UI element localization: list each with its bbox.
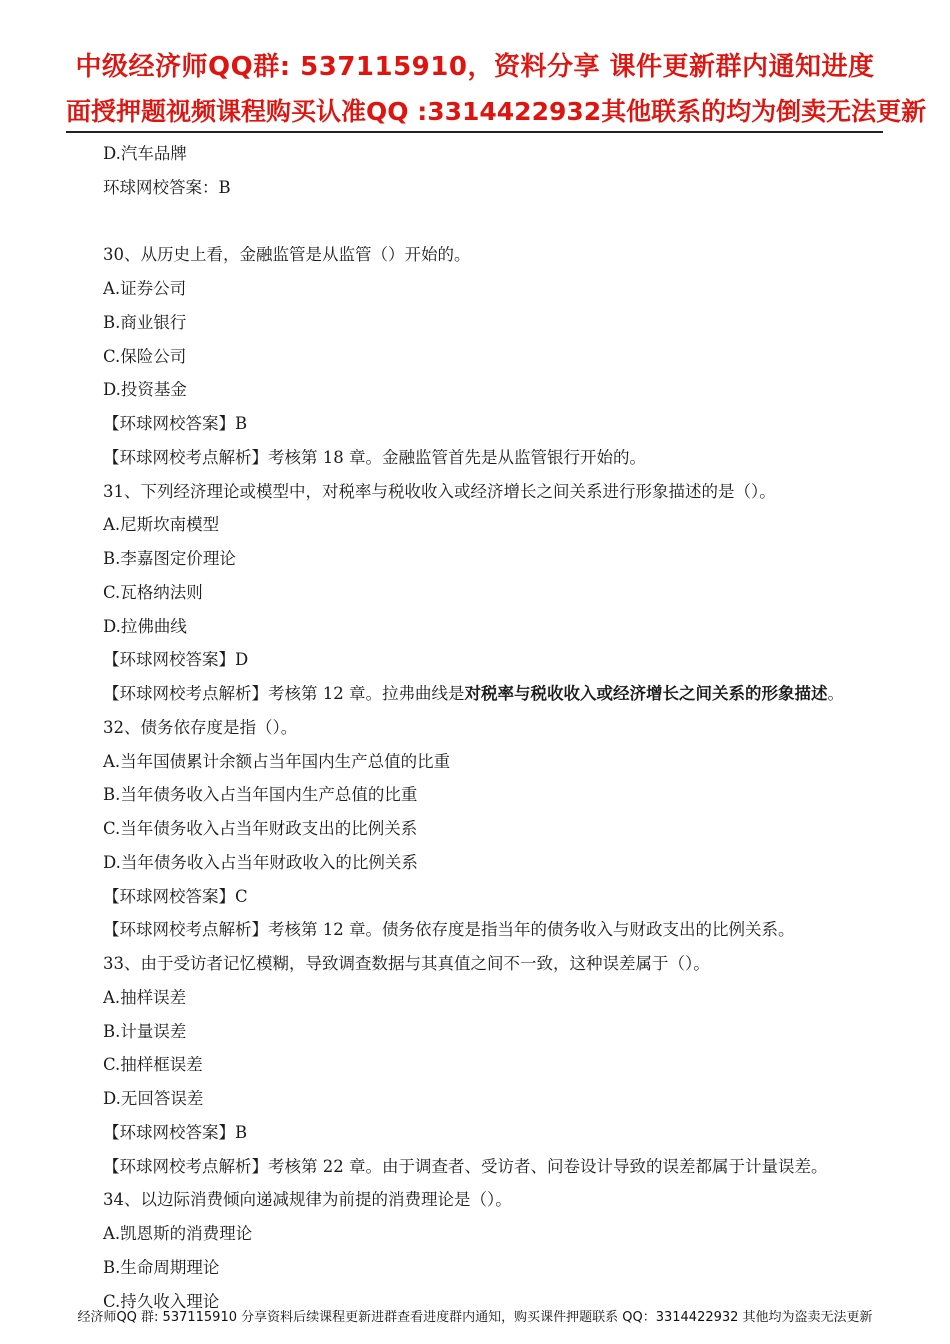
line-text: D.拉佛曲线 — [103, 616, 187, 636]
line-text: B.商业银行 — [103, 312, 187, 332]
line-q31-c — [103, 576, 893, 610]
banner-line-2: 面授押题视频课程购买认准QQ :3314422932其他联系的均为倒卖无法更新 — [66, 97, 927, 126]
line-q30-a — [103, 272, 893, 306]
line-q30-exp — [103, 441, 893, 475]
line-q33-a — [103, 981, 893, 1015]
line-q30 — [103, 238, 893, 272]
line-text: C.持久收入理论 — [103, 1291, 220, 1311]
line-q33-b — [103, 1015, 893, 1049]
line-q34-a — [103, 1217, 893, 1251]
line-text: 【环球网校考点解析】考核第 12 章。债务依存度是指当年的债务收入与财政支出的比例关系。 — [103, 920, 795, 940]
line-q33 — [103, 947, 893, 981]
line-text: A.抽样误差 — [103, 987, 187, 1007]
line-q30-ans — [103, 407, 893, 441]
line-text: 环球网校答案：B — [103, 177, 231, 197]
header-divider — [66, 131, 883, 133]
line-text: A.尼斯坎南模型 — [103, 515, 220, 535]
line-text: D.无回答误差 — [103, 1089, 204, 1108]
line-text: 30、从历史上看，金融监管是从监管（）开始的。 — [103, 245, 471, 265]
line-q31-exp — [103, 677, 893, 711]
line-text: 【环球网校答案】C — [103, 886, 248, 906]
line-text: C.当年债务收入占当年财政支出的比例关系 — [103, 819, 418, 838]
line-q34-b — [103, 1251, 893, 1285]
line-q31-ans — [103, 643, 893, 677]
line-text: 【环球网校考点解析】考核第 22 章。由于调查者、受访者、问卷设计导致的误差都属于计量误差。 — [103, 1156, 828, 1176]
line-q32-b — [103, 778, 893, 812]
line-q32-d — [103, 846, 893, 880]
line-q32-a — [103, 745, 893, 779]
line-text: 【环球网校答案】B — [103, 414, 248, 433]
line-q31 — [103, 475, 893, 509]
line-q32-ans — [103, 880, 893, 914]
line-q32-exp — [103, 913, 893, 947]
line-ans-prev — [103, 171, 893, 205]
line-text: C.保险公司 — [103, 346, 187, 366]
line-text: D.投资基金 — [103, 380, 187, 400]
line-text: A.当年国债累计余额占当年国内生产总值的比重 — [103, 751, 451, 771]
line-text: 31、下列经济理论或模型中，对税率与税收收入或经济增长之间关系进行形象描述的是（）。 — [103, 481, 776, 501]
banner-line-1: 中级经济师QQ群: 537115910，资料分享 课件更新群内通知进度 — [75, 52, 875, 82]
line-blank — [103, 205, 893, 239]
line-text: 【环球网校考点解析】考核第 18 章。金融监管首先是从监管银行开始的。 — [103, 447, 646, 467]
line-q33-ans — [103, 1116, 893, 1150]
line-text: B.生命周期理论 — [103, 1257, 220, 1277]
line-q33-exp — [103, 1150, 893, 1184]
line-q33-c — [103, 1048, 893, 1082]
line-text: 【环球网校答案】B — [103, 1122, 248, 1142]
line-q30-b — [103, 306, 893, 340]
line-text: C.瓦格纳法则 — [103, 582, 203, 602]
line-text: D.汽车品牌 — [103, 144, 187, 163]
line-d-prev — [103, 137, 893, 171]
line-q34 — [103, 1183, 893, 1217]
line-text: 【环球网校考点解析】考核第 12 章。拉弗曲线是 — [103, 684, 465, 703]
line-q31-b — [103, 542, 893, 576]
line-text: A.证券公司 — [103, 279, 187, 298]
document-body — [103, 137, 893, 1318]
bold-emphasis: 对税率与税收收入或经济增长之间关系的形象描述 — [464, 684, 828, 703]
line-q30-d — [103, 373, 893, 407]
line-text: C.抽样框误差 — [103, 1055, 203, 1075]
line-tail: 。 — [827, 684, 844, 703]
line-q32 — [103, 711, 893, 745]
line-text: B.计量误差 — [103, 1021, 187, 1041]
line-text: B.李嘉图定价理论 — [103, 549, 236, 568]
line-q31-a — [103, 508, 893, 542]
footer-note: 经济师QQ 群: 537115910 分享资料后续课程更新进群查看进度群内通知，购买课件押题联系 QQ：3314422932 其他均为盗卖无法更新 — [77, 1310, 873, 1325]
line-text: 33、由于受访者记忆模糊，导致调查数据与其真值之间不一致，这种误差属于（）。 — [103, 954, 710, 973]
line-q32-c — [103, 812, 893, 846]
line-q30-c — [103, 340, 893, 374]
line-text: A.凯恩斯的消费理论 — [103, 1224, 253, 1243]
line-text: 34、以边际消费倾向递减规律为前提的消费理论是（）。 — [103, 1190, 512, 1210]
line-text: D.当年债务收入占当年财政收入的比例关系 — [103, 852, 418, 872]
line-text: 32、债务依存度是指（）。 — [103, 717, 298, 737]
line-q33-d — [103, 1082, 893, 1116]
line-text: B.当年债务收入占当年国内生产总值的比重 — [103, 785, 418, 805]
line-q31-d — [103, 610, 893, 644]
line-text: 【环球网校答案】D — [103, 650, 249, 670]
